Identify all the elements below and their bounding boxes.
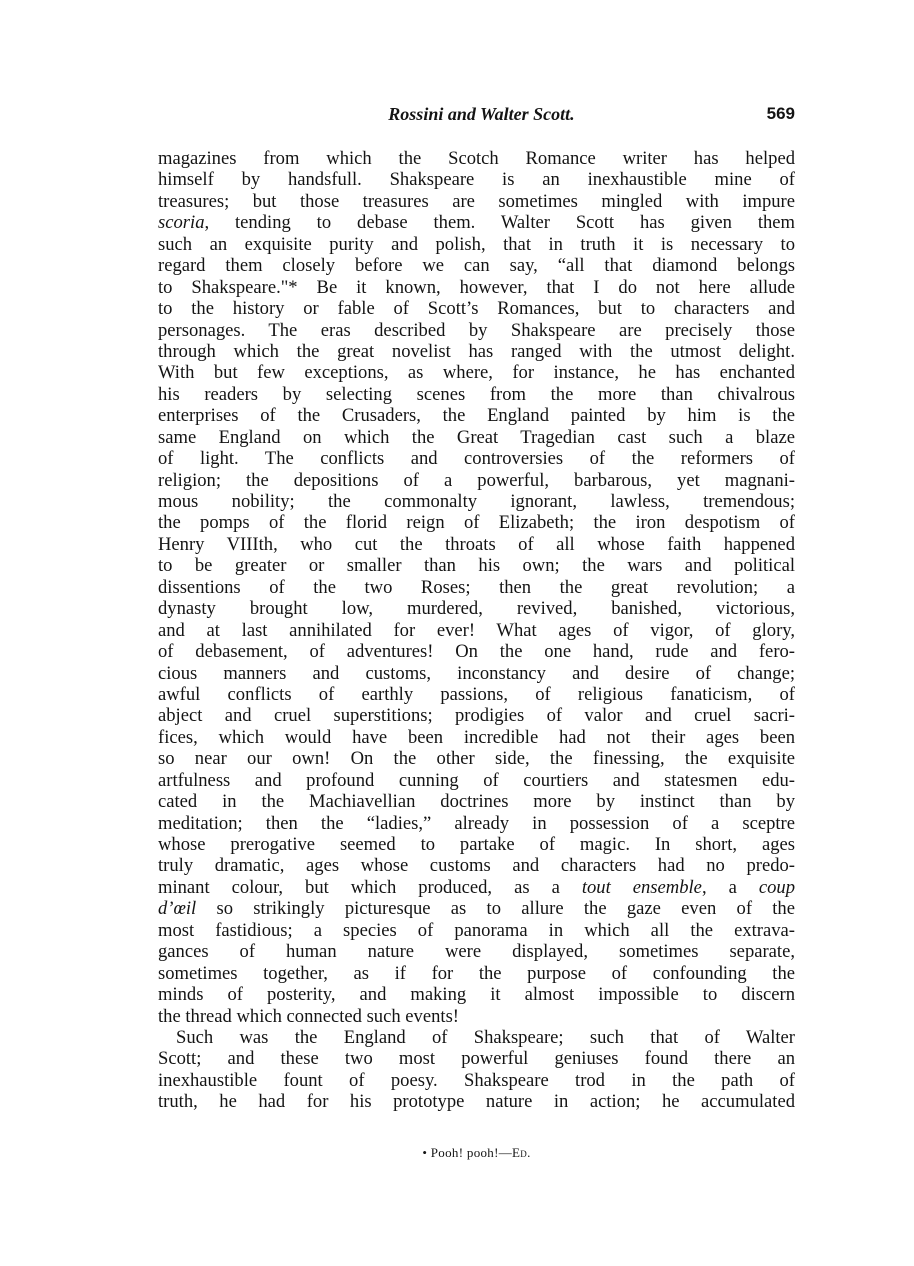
text-line: whose prerogative seemed to partake of magic. In short, ages <box>158 834 795 855</box>
italic-term-scoria: scoria <box>158 212 205 234</box>
text-line: the thread which connected such events! <box>158 1005 459 1027</box>
text-line: inexhaustible fount of poesy. Shakspeare trod in the path of <box>158 1069 795 1091</box>
footnote <box>158 1145 795 1161</box>
text-line <box>158 877 795 898</box>
book-page <box>158 104 795 1160</box>
text-segment: , a <box>701 876 759 898</box>
text-line: sometimes together, as if for the purpose of confounding the <box>158 962 795 984</box>
footnote-marker: • <box>422 1145 428 1160</box>
text-line: to be greater or smaller than his own; the wars and political <box>158 555 795 577</box>
text-line: religion; the depositions of a powerful, barbarous, yet magnani- <box>158 469 795 491</box>
text-line: gances of human nature were displayed, sometimes separate, <box>158 941 795 963</box>
text-line: treasures; but those treasures are sometimes mingled with impure <box>158 190 795 212</box>
text-line: truth, he had for his prototype nature in action; he accumulated <box>158 1091 795 1113</box>
text-line: fices, which would have been incredible had not their ages been <box>158 726 795 748</box>
text-line: of debasement, of adventures! On the one hand, rude and fero- <box>158 641 795 663</box>
text-line: to the history or fable of Scott’s Romances, but to characters and <box>158 298 795 320</box>
text-line: With but few exceptions, as where, for instance, he has enchanted <box>158 362 795 384</box>
text-segment: , tending to debase them. Walter Scott has given them <box>204 212 795 234</box>
text-line: to Shakspeare."* Be it known, however, that I do not here allude <box>158 276 795 298</box>
text-line: and at last annihilated for ever! What ages of vigor, of glory, <box>158 619 795 641</box>
text-line <box>158 212 795 233</box>
text-line: of light. The conflicts and controversies of the reformers of <box>158 448 795 470</box>
text-line: minds of posterity, and making it almost impossible to discern <box>158 984 795 1006</box>
text-line: meditation; then the “ladies,” already in possession of a sceptre <box>158 812 795 834</box>
text-segment: so strikingly picturesque as to allure the gaze even of the <box>196 898 795 920</box>
text-line: mous nobility; the commonalty ignorant, lawless, tremendous; <box>158 491 795 512</box>
text-line: Scott; and these two most powerful geniuses found there an <box>158 1048 795 1070</box>
italic-term-doeil: d’œil <box>158 898 197 920</box>
text-line: abject and cruel superstitions; prodigies of valor and cruel sacri- <box>158 705 795 727</box>
italic-term-tout-ensemble: tout ensemble <box>581 876 702 898</box>
text-line: awful conflicts of earthly passions, of religious fanaticism, of <box>158 683 795 705</box>
text-line: Such was the England of Shakspeare; such that of Walter <box>176 1026 795 1048</box>
text-line: truly dramatic, ages whose customs and characters had no predo- <box>158 855 795 877</box>
footnote-text: Pooh! pooh!— <box>430 1145 513 1160</box>
page-number: 569 <box>766 104 795 123</box>
text-segment: minant colour, but which produced, as a <box>158 876 582 898</box>
text-line <box>158 898 795 919</box>
footnote-attribution: Ed. <box>512 1145 531 1160</box>
text-line: most fastidious; a species of panorama in which all the extrava- <box>158 919 795 941</box>
paragraph-1 <box>158 148 795 1027</box>
text-line: artfulness and profound cunning of courtiers and statesmen edu- <box>158 769 795 791</box>
text-line: magazines from which the Scotch Romance writer has helped <box>158 148 795 169</box>
text-line: such an exquisite purity and polish, that in truth it is necessary to <box>158 233 795 255</box>
text-line: Henry VIIIth, who cut the throats of all whose faith happened <box>158 533 795 555</box>
text-line: himself by handsfull. Shakspeare is an inexhaustible mine of <box>158 169 795 191</box>
text-line: through which the great novelist has ranged with the utmost delight. <box>158 340 795 362</box>
text-line: the pomps of the florid reign of Elizabeth; the iron despotism of <box>158 512 795 534</box>
text-line: cated in the Machiavellian doctrines more by instinct than by <box>158 791 795 813</box>
text-line: same England on which the Great Tragedian cast such a blaze <box>158 426 795 448</box>
text-line: dissentions of the two Roses; then the great revolution; a <box>158 576 795 598</box>
body-text <box>158 148 795 1113</box>
text-line: dynasty brought low, murdered, revived, banished, victorious, <box>158 598 795 620</box>
text-line: so near our own! On the other side, the finessing, the exquisite <box>158 748 795 770</box>
text-line: his readers by selecting scenes from the more than chivalrous <box>158 383 795 405</box>
running-head <box>158 104 795 132</box>
text-line: personages. The eras described by Shakspeare are precisely those <box>158 319 795 341</box>
italic-term-coup: coup <box>758 876 795 898</box>
text-line: cious manners and customs, inconstancy and desire of change; <box>158 662 795 684</box>
text-line: regard them closely before we can say, “all that diamond belongs <box>158 255 795 277</box>
running-head-title: Rossini and Walter Scott. <box>388 104 575 124</box>
paragraph-2 <box>158 1027 795 1113</box>
text-line: enterprises of the Crusaders, the England painted by him is the <box>158 405 795 427</box>
